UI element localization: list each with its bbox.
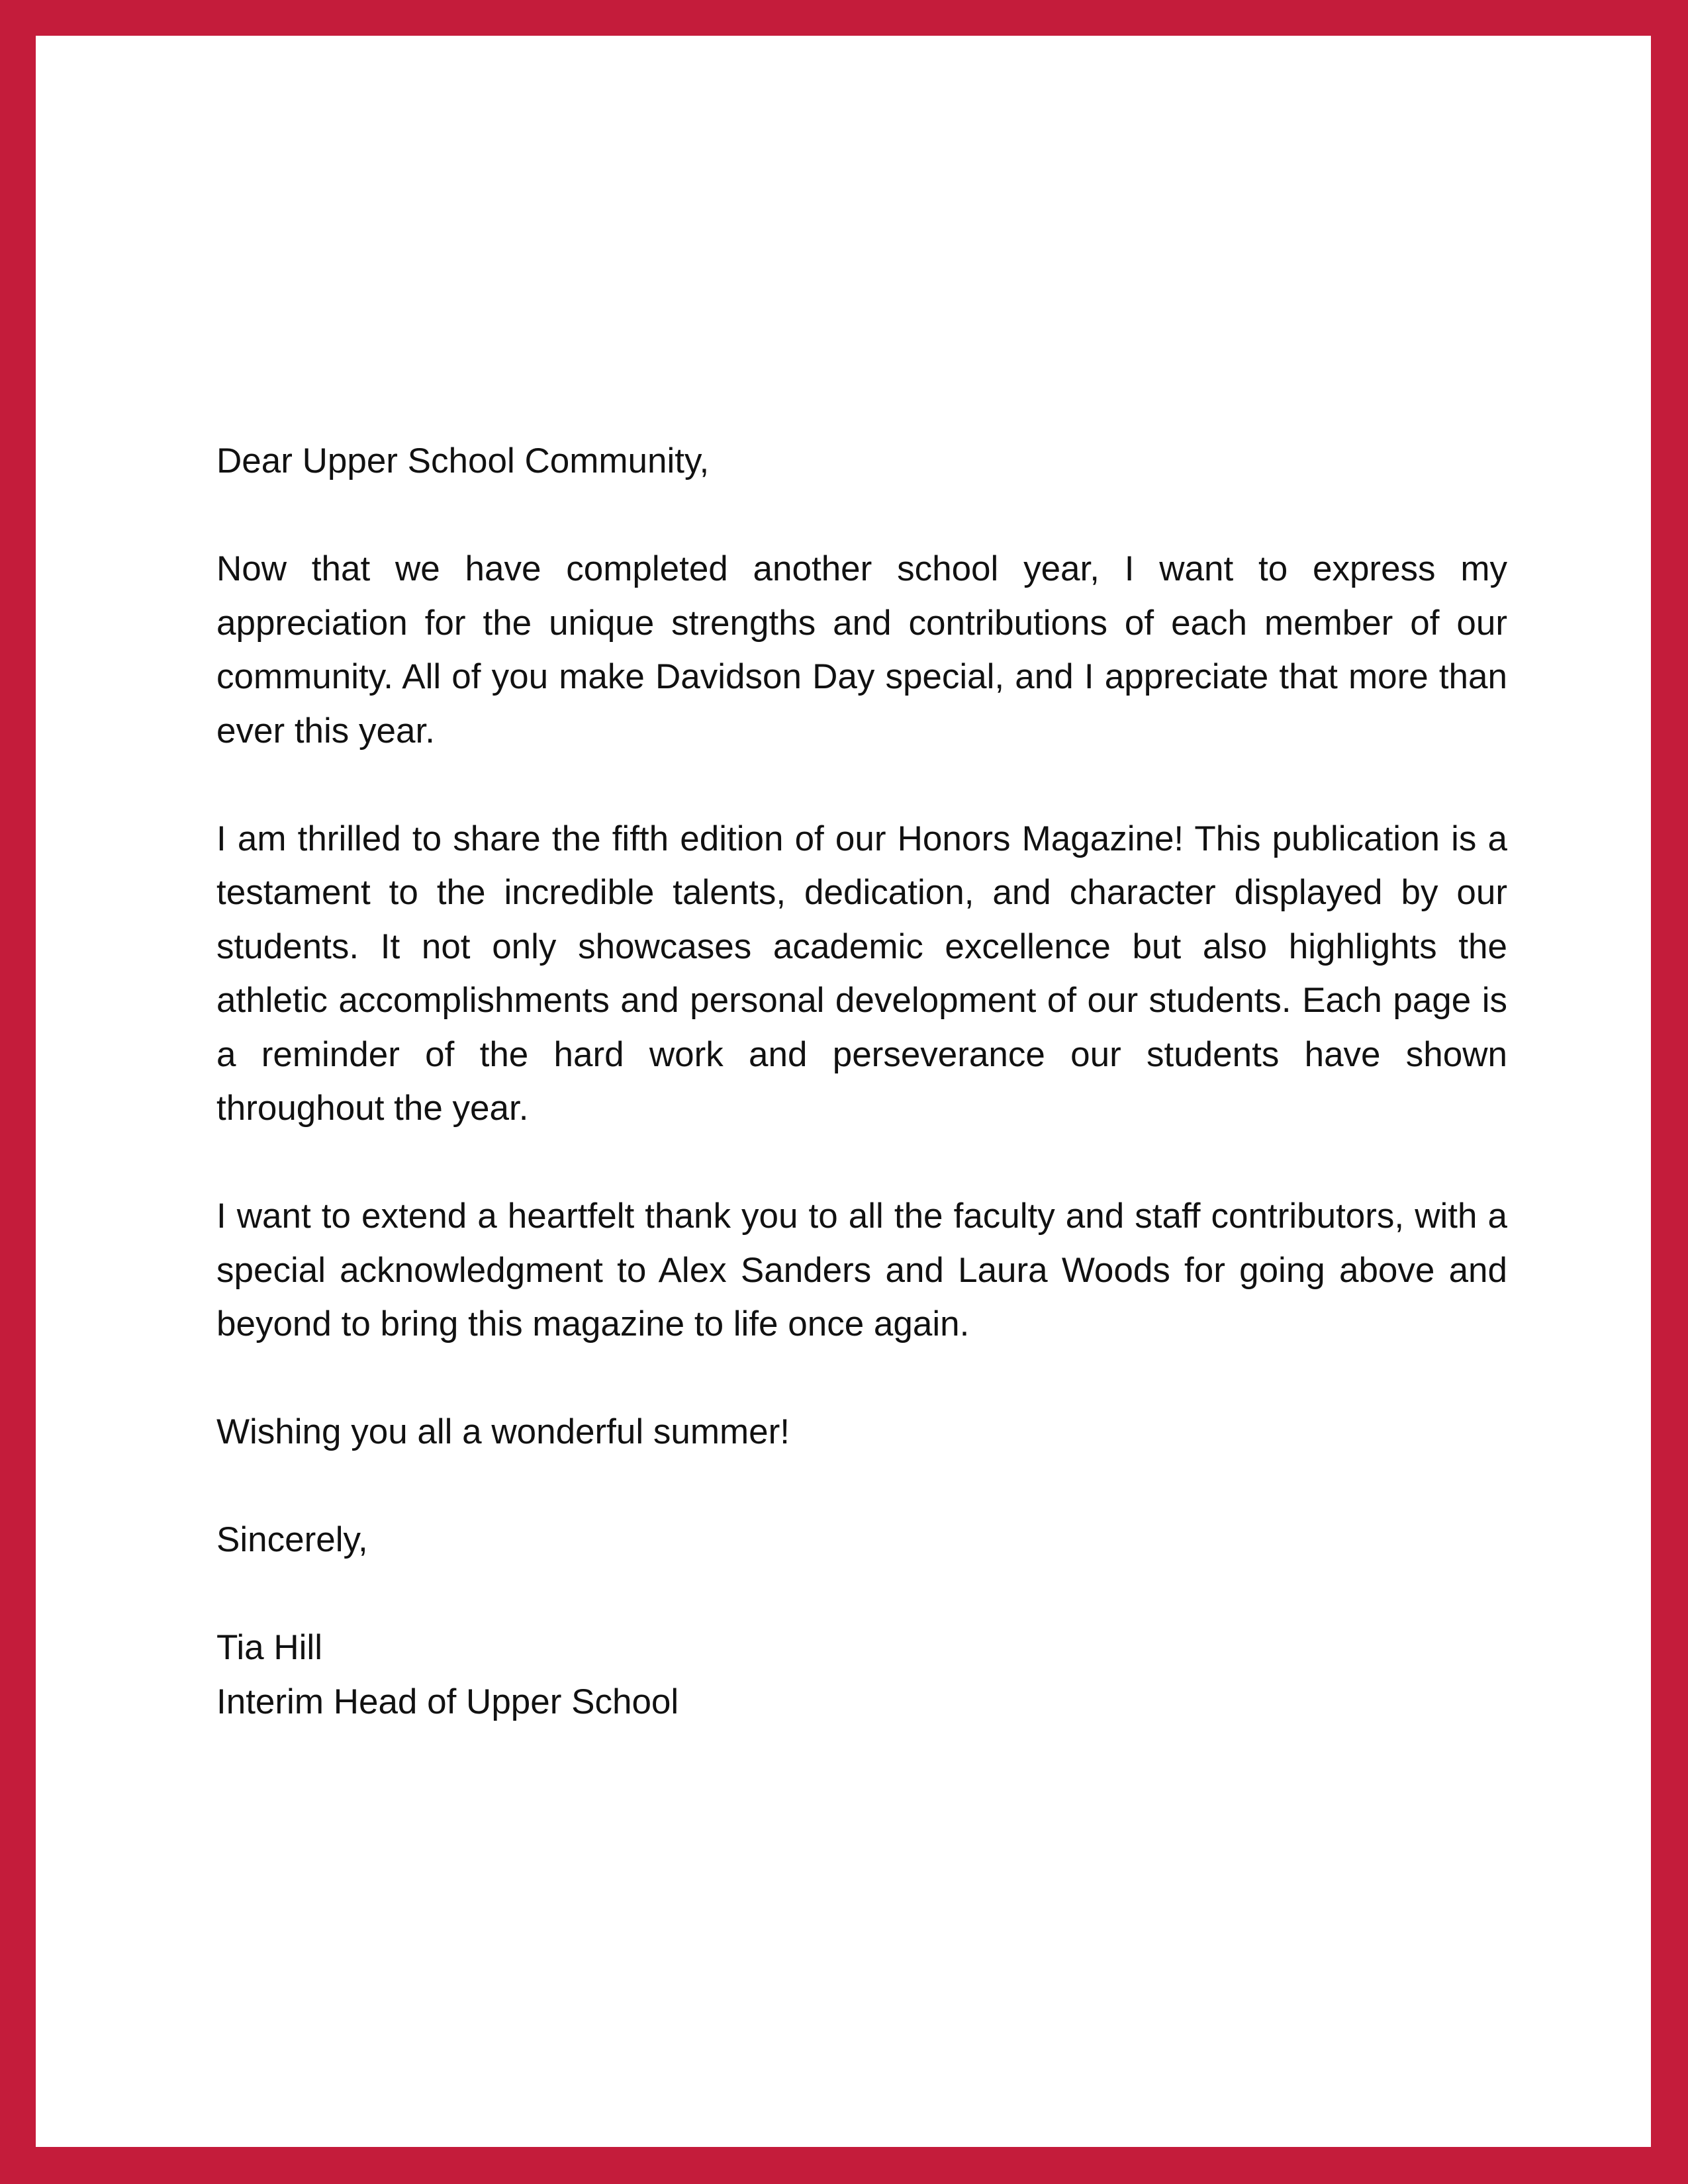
- summer-wish: Wishing you all a wonderful summer!: [216, 1412, 790, 1451]
- paragraph-honors-magazine: I am thrilled to share the fifth edition of our Honors Magazine! This publication is a testament to the incredible talents, dedication, and character displayed by our students. It not only showcases academic excellence but also highlights the athletic accomplishments and personal development of our students. Each page is a reminder of the hard work and perseverance our students have shown throughout the year.: [216, 819, 1507, 1128]
- closing: Sincerely,: [216, 1520, 368, 1559]
- paragraph-thank-you: I want to extend a heartfelt thank you to all the faculty and staff contributors, with a special acknowledgment to Alex Sanders and Laura Woods for going above and beyond to bring this magazine to life once again.: [216, 1197, 1507, 1343]
- paragraph-appreciation: Now that we have completed another school year, I want to express my appreciation for the unique strengths and contributions of each member of our community. All of you make Davidson Day special, and I appreciate that more than ever this year.: [216, 549, 1507, 751]
- letter-page: [36, 36, 1651, 2147]
- signer-name: Tia Hill: [216, 1628, 322, 1667]
- letter-body: [216, 434, 1507, 1729]
- signer-title: Interim Head of Upper School: [216, 1682, 679, 1721]
- salutation: Dear Upper School Community,: [216, 441, 710, 480]
- signature-block: [216, 1621, 1507, 1729]
